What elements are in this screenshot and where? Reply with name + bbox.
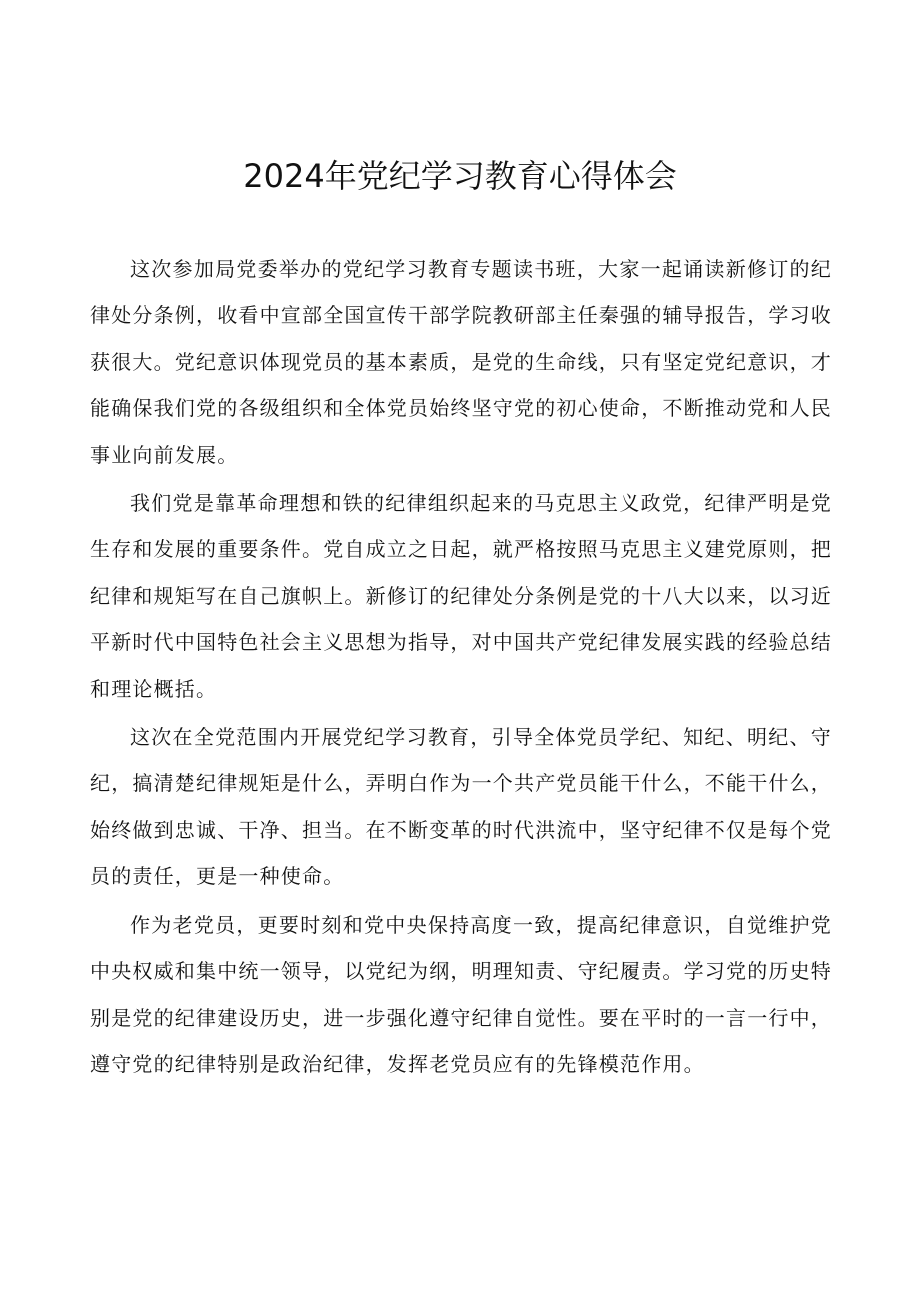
document-title: 2024年党纪学习教育心得体会 — [243, 157, 677, 195]
paragraph-3: 这次在全党范围内开展党纪学习教育，引导全体党员学纪、知纪、明纪、守纪，搞清楚纪律规矩是什么，弄明白作为一个共产党员能干什么，不能干什么，始终做到忠诚、干净、担当。在不断变革的时代洪流中，坚守纪律不仅是每个党员的责任，更是一种使命。 — [90, 725, 832, 889]
paragraph-4: 作为老党员，更要时刻和党中央保持高度一致，提高纪律意识，自觉维护党中央权威和集中统一领导，以党纪为纲，明理知责、守纪履责。学习党的历史特别是党的纪律建设历史，进一步强化遵守纪律自觉性。要在平时的一言一行中，遵守党的纪律特别是政治纪律，发挥老党员应有的先锋模范作用。 — [90, 912, 832, 1076]
document-body — [90, 246, 832, 1089]
paragraph-2: 我们党是靠革命理想和铁的纪律组织起来的马克思主义政党，纪律严明是党生存和发展的重要条件。党自成立之日起，就严格按照马克思主义建党原则，把纪律和规矩写在自己旗帜上。新修订的纪律处分条例是党的十八大以来，以习近平新时代中国特色社会主义思想为指导，对中国共产党纪律发展实践的经验总结和理论概括。 — [90, 491, 832, 701]
paragraph-1: 这次参加局党委举办的党纪学习教育专题读书班，大家一起诵读新修订的纪律处分条例，收看中宣部全国宣传干部学院教研部主任秦强的辅导报告，学习收获很大。党纪意识体现党员的基本素质，是党的生命线，只有坚定党纪意识，才能确保我们党的各级组织和全体党员始终坚守党的初心使命，不断推动党和人民事业向前发展。 — [90, 257, 832, 467]
